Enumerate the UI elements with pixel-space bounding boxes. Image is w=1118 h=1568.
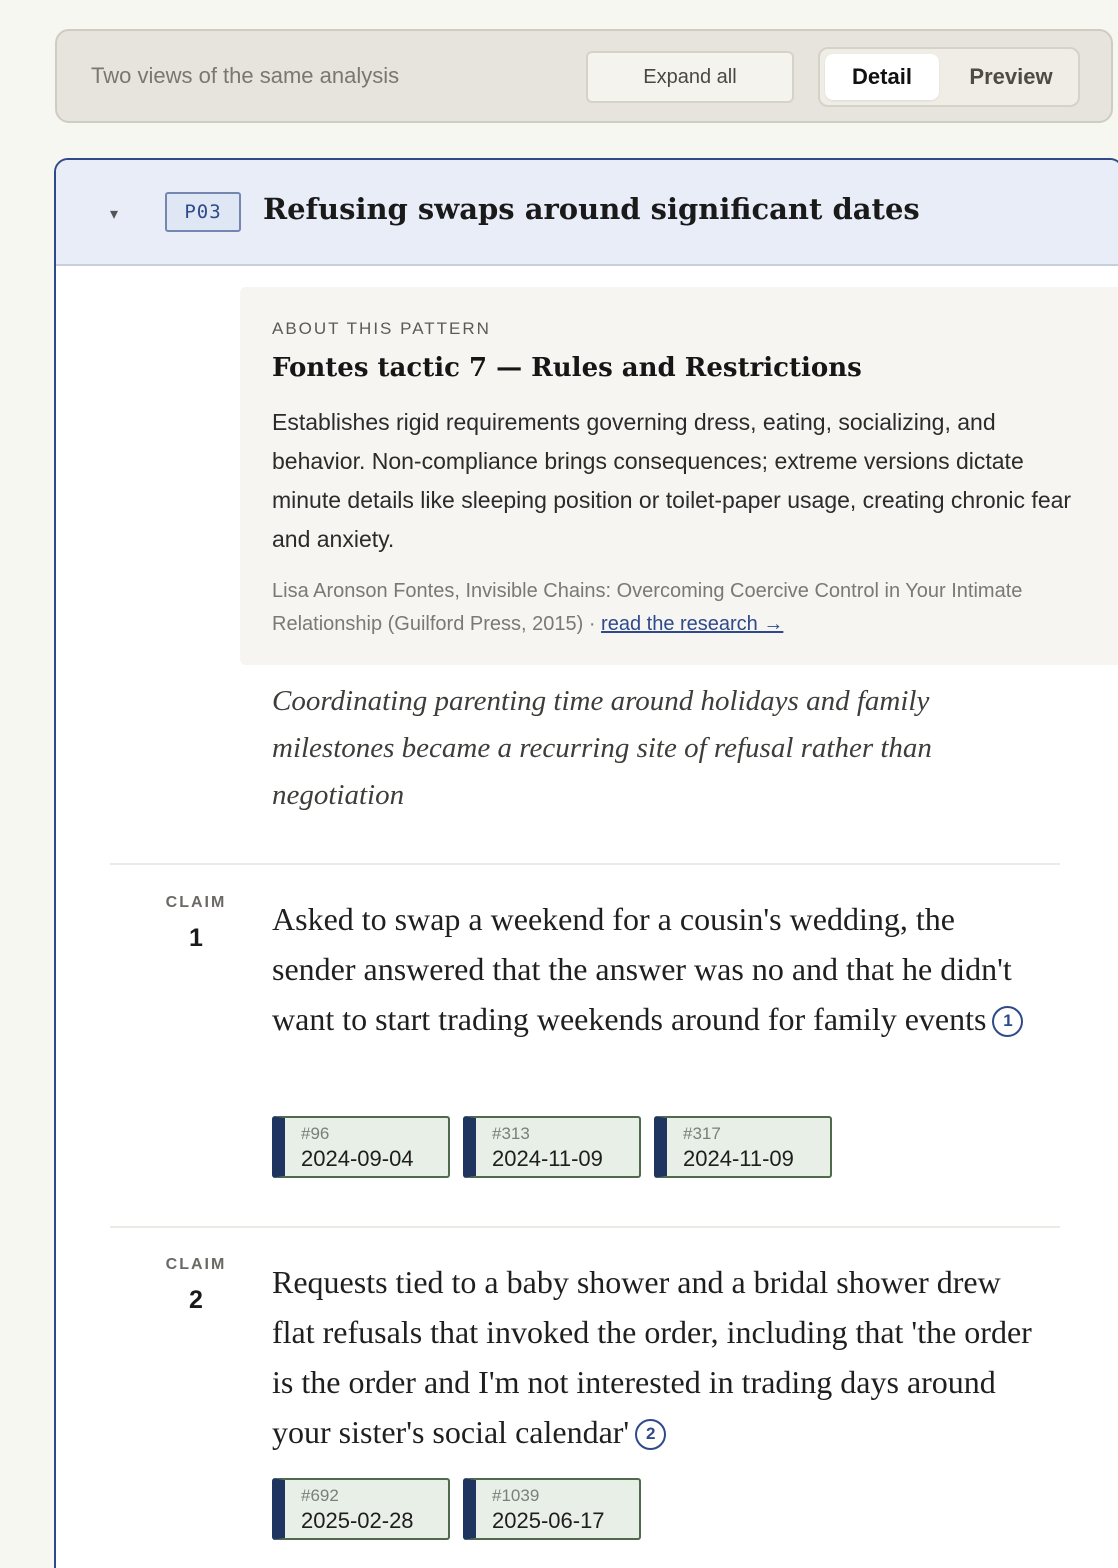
footnote-marker[interactable]: 1 [992, 1006, 1023, 1037]
claim-number: 1 [189, 924, 203, 952]
toolbar-caption: Two views of the same analysis [91, 63, 400, 88]
read-research-link[interactable]: read the research → [601, 613, 784, 635]
about-source [272, 575, 1072, 641]
expand-all-button[interactable]: Expand all [586, 51, 794, 103]
evidence-chip[interactable] [272, 1116, 450, 1178]
evidence-date: 2024-11-09 [683, 1146, 794, 1171]
evidence-id: #692 [301, 1486, 339, 1505]
evidence-chip[interactable] [654, 1116, 832, 1178]
claim-label: CLAIM [165, 1256, 227, 1273]
collapse-caret-icon[interactable]: ▾ [110, 206, 119, 223]
about-heading: Fontes tactic 7 — Rules and Restrictions [272, 353, 862, 383]
claim-divider [110, 1226, 1060, 1228]
pattern-summary: Coordinating parenting time around holidays and family milestones became a recurring site of refusal rather than negotiation [272, 685, 932, 811]
evidence-chip[interactable] [463, 1116, 641, 1178]
source-citation: Lisa Aronson Fontes, Invisible Chains: Overcoming Coercive Control in Your Intimate Relationship (Guilford Press, 2015) [272, 580, 1023, 635]
about-pattern-panel [240, 287, 1118, 665]
pattern-header[interactable] [56, 160, 1118, 266]
footnote-marker[interactable]: 2 [635, 1419, 666, 1450]
evidence-list [272, 1116, 832, 1178]
evidence-date: 2025-02-28 [301, 1508, 414, 1533]
claim-label: CLAIM [165, 894, 227, 911]
evidence-id: #96 [301, 1124, 330, 1143]
evidence-list [272, 1478, 641, 1540]
claim-text [272, 1257, 1032, 1457]
claim-divider [110, 863, 1060, 865]
about-body: Establishes rigid requirements governing dress, eating, socializing, and behavior. Non-compliance brings consequences; extreme versions dictate minute details like sleeping position or toilet-paper usage, creating chronic fear and anxiety. [272, 409, 1072, 552]
evidence-date: 2024-11-09 [492, 1146, 603, 1171]
pattern-title: Refusing swaps around significant dates [263, 192, 920, 226]
about-label: ABOUT THIS PATTERN [272, 319, 491, 338]
view-option-preview[interactable]: Preview [969, 64, 1053, 89]
view-option-detail[interactable]: Detail [825, 54, 939, 100]
claim-body: Requests tied to a baby shower and a bridal shower drew flat refusals that invoked the order, including that 'the order is the order and I'm not interested in trading days around your sister's social calendar' [272, 1264, 1032, 1450]
evidence-date: 2024-09-04 [301, 1146, 414, 1171]
evidence-chip[interactable] [463, 1478, 641, 1540]
view-toggle [818, 47, 1080, 107]
evidence-date: 2025-06-17 [492, 1508, 605, 1533]
claim-number: 2 [189, 1286, 203, 1314]
evidence-id: #1039 [492, 1486, 540, 1505]
source-separator: · [583, 613, 602, 635]
evidence-id: #313 [492, 1124, 530, 1143]
view-toolbar [55, 29, 1113, 123]
pattern-id-badge: P03 [165, 192, 241, 232]
evidence-chip[interactable] [272, 1478, 450, 1540]
claim-text [272, 894, 1032, 1044]
claim-body: Asked to swap a weekend for a cousin's wedding, the sender answered that the answer was no and that he didn't want to start trading weekends around for family events [272, 901, 1012, 1037]
pattern-card [54, 158, 1118, 1568]
evidence-id: #317 [683, 1124, 721, 1143]
